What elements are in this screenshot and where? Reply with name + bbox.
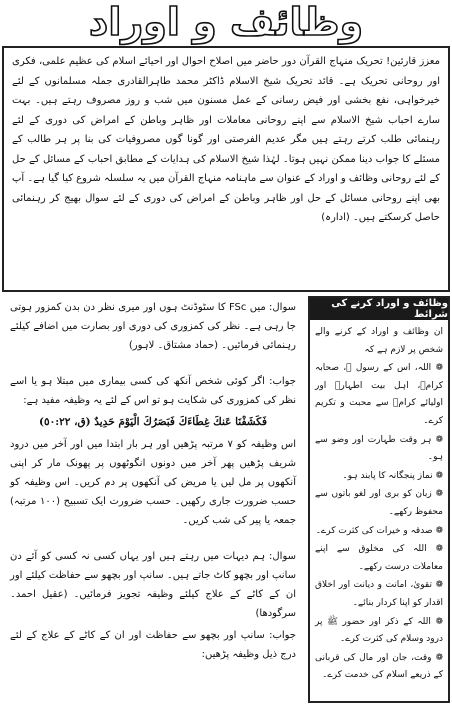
answer-1: جواب: اگر کوئی شخص آنکھ کی کسی بیماری میں مبتلا ہو یا اسے نظر کی کمزوری کی شکایت ہو تو اس کے لئے یہ وظیفہ مفید ہے: <box>10 376 296 406</box>
page-title: وظائف و اوراد <box>88 0 364 44</box>
condition-item: ❁ اللہ، اس کے رسول ﷺ، صحابہ کرامؓ، اہل بیت اطہارؓ اور اولیائے کرامؒ سے محبت و تکریم کرے۔ <box>315 363 443 426</box>
condition-item: ❁ تقویٰ، امانت و دیانت اور اخلاق اقدار کو اپنا کردار بنائے۔ <box>315 580 443 608</box>
condition-item: ❁ صدقہ و خیرات کی کثرت کرے۔ <box>315 525 443 536</box>
condition-item: ❁ ہر وقت طہارت اور وضو سے ہو۔ <box>315 434 443 463</box>
conditions-box <box>308 296 450 703</box>
answer-1-continued: اس وظیفہ کو ۷ مرتبہ پڑھیں اور ہر بار ابتدا میں اور آخر میں درود شریف پڑھیں پھر آخر میں دونوں انگوٹھوں پر پھونک مار کر اپنی آنکھوں پر مل لیں یا مریض کی آنکھوں پر دم کریں۔ اس وظیفہ کو حسب ضرورت جاری رکھیں۔ حسب ضرورت ایک تسبیح (١٠٠ مرتبہ) جمعہ یا پیر کی شب کریں۔ <box>10 439 297 526</box>
condition-item: ❁ وقت، جان اور مال کی قربانی کے ذریعے اسلام کی خدمت کرے۔ <box>315 652 443 681</box>
verse: فَكَشَفْنَا عَنكَ غِطَاءَكَ فَبَصَرُكَ الْيَوْمَ حَدِيدٌ (ق، ٥٠:٢٢) <box>39 416 267 428</box>
spacer <box>10 533 296 547</box>
conditions-heading: وظائف و اوراد کرنے کی شرائط <box>310 298 448 320</box>
spacer <box>10 358 296 372</box>
intro-text: معزز قارئین! تحریک منہاج القرآن دور حاضر میں اصلاح احوال اور احیائے اسلام کی عظیم علمی، فکری اور روحانی تحریک ہے۔ قائد تحریک شیخ الاسلام ڈاکٹر محمد طاہرالقادری جملہ مسلمانوں کے لئے خیرخواہی، نفع بخشی اور فیض رسانی کے عمل مسنون میں شب و روز مصروف رہتے ہیں۔ بہت سارے احباب شیخ الاسلام سے اپنے روحانی معاملات اور ظاہر وباطن کے امراض کی دوری کے لئے رہنمائی طلب کرتے رہتے ہیں مگر عدیم الفرصتی اور گونا گوں مصروفیات کی بنا پر ہر طالب کے مسئلے کا جواب دینا ممکن نہیں ہوتا۔ لہٰذا شیخ الاسلام کی ہدایات کے مطابق احباب کے مسائل کے حل کے لئے روحانی وظائف و اوراد کے عنوان سے ماہنامہ منہاج القرآن میں یہ سلسلہ شروع کیا گیا ہے۔ آپ بھی اپنے روحانی مسائل کے حل اور ظاہر وباطن کے امراض کی دوری کے لئے سوال بھیج کر رہنمائی حاصل کرسکتے ہیں۔ (ادارہ) <box>12 56 440 223</box>
conditions-list <box>310 320 448 690</box>
intro-box <box>2 46 450 292</box>
qa-column <box>2 296 304 703</box>
conditions-intro: ان وظائف و اوراد کے کرنے والے شخص پر لازم ہے کہ <box>315 327 443 355</box>
condition-item: ❁ اللہ کی مخلوق سے اپنے معاملات درست رکھے۔ <box>315 544 443 572</box>
condition-item: ❁ نماز پنجگانہ کا پابند ہو۔ <box>342 470 443 481</box>
answer-2: جواب: سانپ اور بچھو سے حفاظت اور ان کے کاٹے کے علاج کے لئے درج ذیل وظیفہ پڑھیں: <box>10 630 296 660</box>
question-2: سوال: ہم دیہات میں رہتے ہیں اور یہاں کسی نہ کسی کو آئے دن سانپ اور بچھو کاٹ جاتے ہیں۔ سانپ اور بچھو سے حفاظت کیلئے اور ان کے کاٹے کے علاج کیلئے وظیفہ تجویز فرمائیں۔ (عقیل احمد۔ سرگودھا) <box>10 551 296 619</box>
condition-item: ❁ اللہ کے ذکر اور حضور ﷺ پر درود وسلام کی کثرت کرے۔ <box>315 616 443 645</box>
condition-item: ❁ زبان کو بری اور لغو باتوں سے محفوظ رکھے۔ <box>315 489 443 517</box>
question-1: سوال: میں FSc کا سٹوڈنٹ ہوں اور میری نظر دن بدن کمزور ہوتی جا رہی ہے۔ نظر کی کمزوری کی دوری اور بصارت میں اضافے کیلئے رہنمائی فرمائیں۔ (حماد مشتاق۔ لاہور) <box>10 302 296 351</box>
